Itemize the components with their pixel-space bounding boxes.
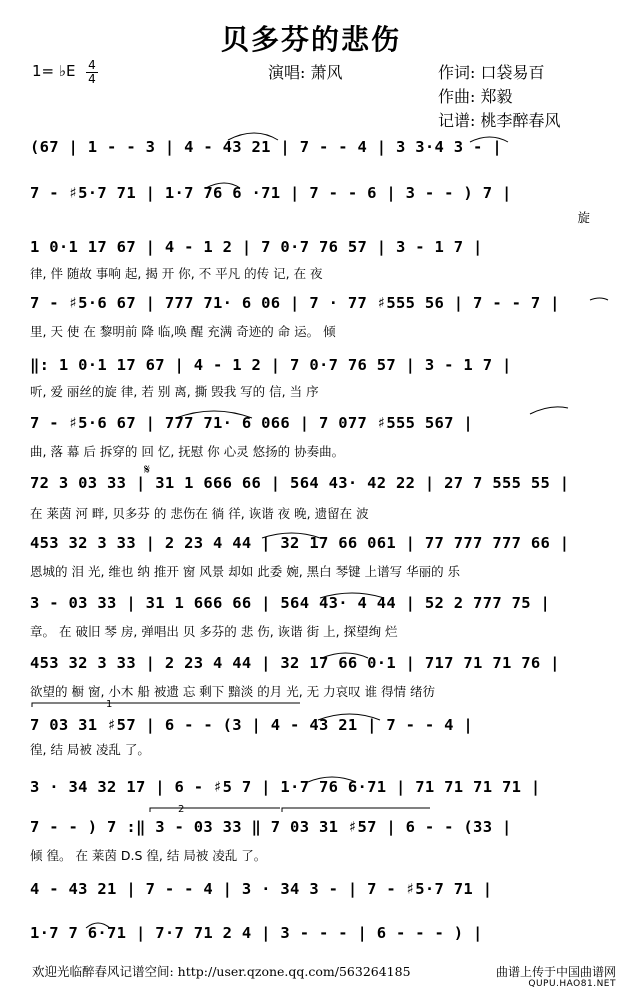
composer-credit: 作曲: 郑毅 (438, 87, 513, 106)
notation-line-12: 3 · 34 32 17 | 6 - ♯5 7 | 1·7 76 6·71 | 71 71 71 71 | (30, 778, 541, 796)
notation-line-4: 7 - ♯5·6 67 | 777 71· 6 06 | 7 · 77 ♯555 56 | 7 - - 7 | (30, 294, 560, 312)
singer-credit: 演唱: 萧风 (268, 63, 343, 82)
notation-line-9: 3 - 03 33 | 31 1 666 66 | 564 43· 4 44 | 52 2 777 75 | (30, 594, 551, 612)
lyric-line-1 (30, 160, 590, 176)
notation-line-7: 72 3 03 33 | 31 1 666 66 | 564 43· 42 22 | 27 7 555 55 | (30, 474, 570, 492)
segno-sign: 𝄋 (144, 462, 151, 478)
lyric-line-12 (30, 800, 590, 816)
lyric-line-10: 欲望的 橱 窗, 小木 船 被遗 忘 剩下 黯淡 的月 光, 无 力哀叹 谁 得情 绪彷 (30, 684, 436, 698)
notation-line-13: 7 - - ) 7 :‖ 3 - 03 33 ‖ 7 03 31 ♯57 | 6 - - (33 | (30, 818, 512, 836)
lyric-line-13: 倾 徨。 在 莱茵 D.S 徨, 结 局被 凌乱 了。 (30, 848, 267, 862)
meter-bottom: 4 (88, 72, 96, 86)
lyric-line-4: 里, 天 使 在 黎明前 降 临,唤 醒 充满 奇迹的 命 运。 倾 (30, 324, 336, 338)
upload-credit (496, 966, 616, 990)
notation-line-2: 7 - ♯5·7 71 | 1·7 76 6 ·71 | 7 - - 6 | 3 - - ) 7 | (30, 184, 512, 202)
notation-line-14: 4 - 43 21 | 7 - - 4 | 3 · 34 3 - | 7 - ♯5·7 71 | (30, 880, 493, 898)
lyric-line-9: 章。 在 破旧 琴 房, 弹唱出 贝 多芬的 悲 伤, 诙谐 街 上, 探望绚 烂 (30, 624, 398, 638)
notation-line-1: (67 | 1 - - 3 | 4 - 43 21 | 7 - - 4 | 3 3·4 3 - | (30, 138, 502, 156)
slur-mark (590, 298, 608, 300)
notation-line-3: 1 0·1 17 67 | 4 - 1 2 | 7 0·7 76 57 | 3 - 1 7 | (30, 238, 483, 256)
lyric-line-7: 在 莱茵 河 畔, 贝多芬 的 悲伤在 徜 徉, 诙谐 夜 晚, 遗留在 波 (30, 506, 369, 520)
lyric-line-15 (30, 946, 590, 962)
lyric-line-6: 曲, 落 幕 后 拆穿的 回 忆, 抚慰 你 心灵 悠扬的 协奏曲。 (30, 444, 345, 458)
notation-line-6: 7 - ♯5·6 67 | 777 71· 6 066 | 7 077 ♯555 567 | (30, 414, 474, 432)
lyric-line-11: 徨, 结 局被 凌乱 了。 (30, 742, 150, 756)
notation-line-11: 7 03 31 ♯57 | 6 - - (3 | 4 - 43 21 | 7 - - 4 | (30, 716, 474, 734)
lyric-line-8: 恩城的 泪 光, 维也 纳 推开 窗 风景 却如 此委 婉, 黑白 琴键 上谱写 华丽的 乐 (30, 564, 461, 578)
lyric-line-5: 听, 爱 丽丝的旋 律, 若 别 离, 撕 毁我 写的 信, 当 序 (30, 384, 319, 398)
upload-line-2: QUPU.HAO81.NET (528, 979, 616, 989)
volta-1-bracket (32, 703, 300, 707)
song-title: 贝多芬的悲伤 (220, 23, 401, 56)
notation-line-5: ‖: 1 0·1 17 67 | 4 - 1 2 | 7 0·7 76 57 | 3 - 1 7 | (30, 356, 512, 374)
lyric-line-14 (30, 902, 590, 918)
notation-line-15: 1·7 7 6·71 | 7·7 71 2 4 | 3 - - - | 6 - - - ) | (30, 924, 483, 942)
notation-line-10: 453 32 3 33 | 2 23 4 44 | 32 17 66 0·1 | 717 71 71 76 | (30, 654, 560, 672)
notation-line-8: 453 32 3 33 | 2 23 4 44 | 32 17 66 061 | 77 777 777 66 | (30, 534, 570, 552)
lyric-line-2: 旋 (577, 210, 590, 224)
key-signature: 1= ♭E (32, 62, 76, 80)
footer-note: 欢迎光临醉春风记谱空间: http://user.qzone.qq.com/563264185 (32, 964, 411, 979)
time-signature (86, 60, 98, 85)
meter-top: 4 (88, 58, 96, 72)
lyricist-credit: 作词: 口袋易百 (438, 63, 545, 82)
transcriber-credit: 记谱: 桃李醉春风 (438, 111, 561, 130)
slur-mark (530, 407, 568, 414)
volta-2-label: 2 (178, 804, 185, 815)
upload-line-1: 曲谱上传于中国曲谱网 (495, 965, 616, 979)
lyric-line-3: 律, 伴 随故 事响 起, 揭 开 你, 不 平凡 的传 记, 在 夜 (30, 266, 323, 280)
volta-1-label: 1 (106, 699, 113, 710)
